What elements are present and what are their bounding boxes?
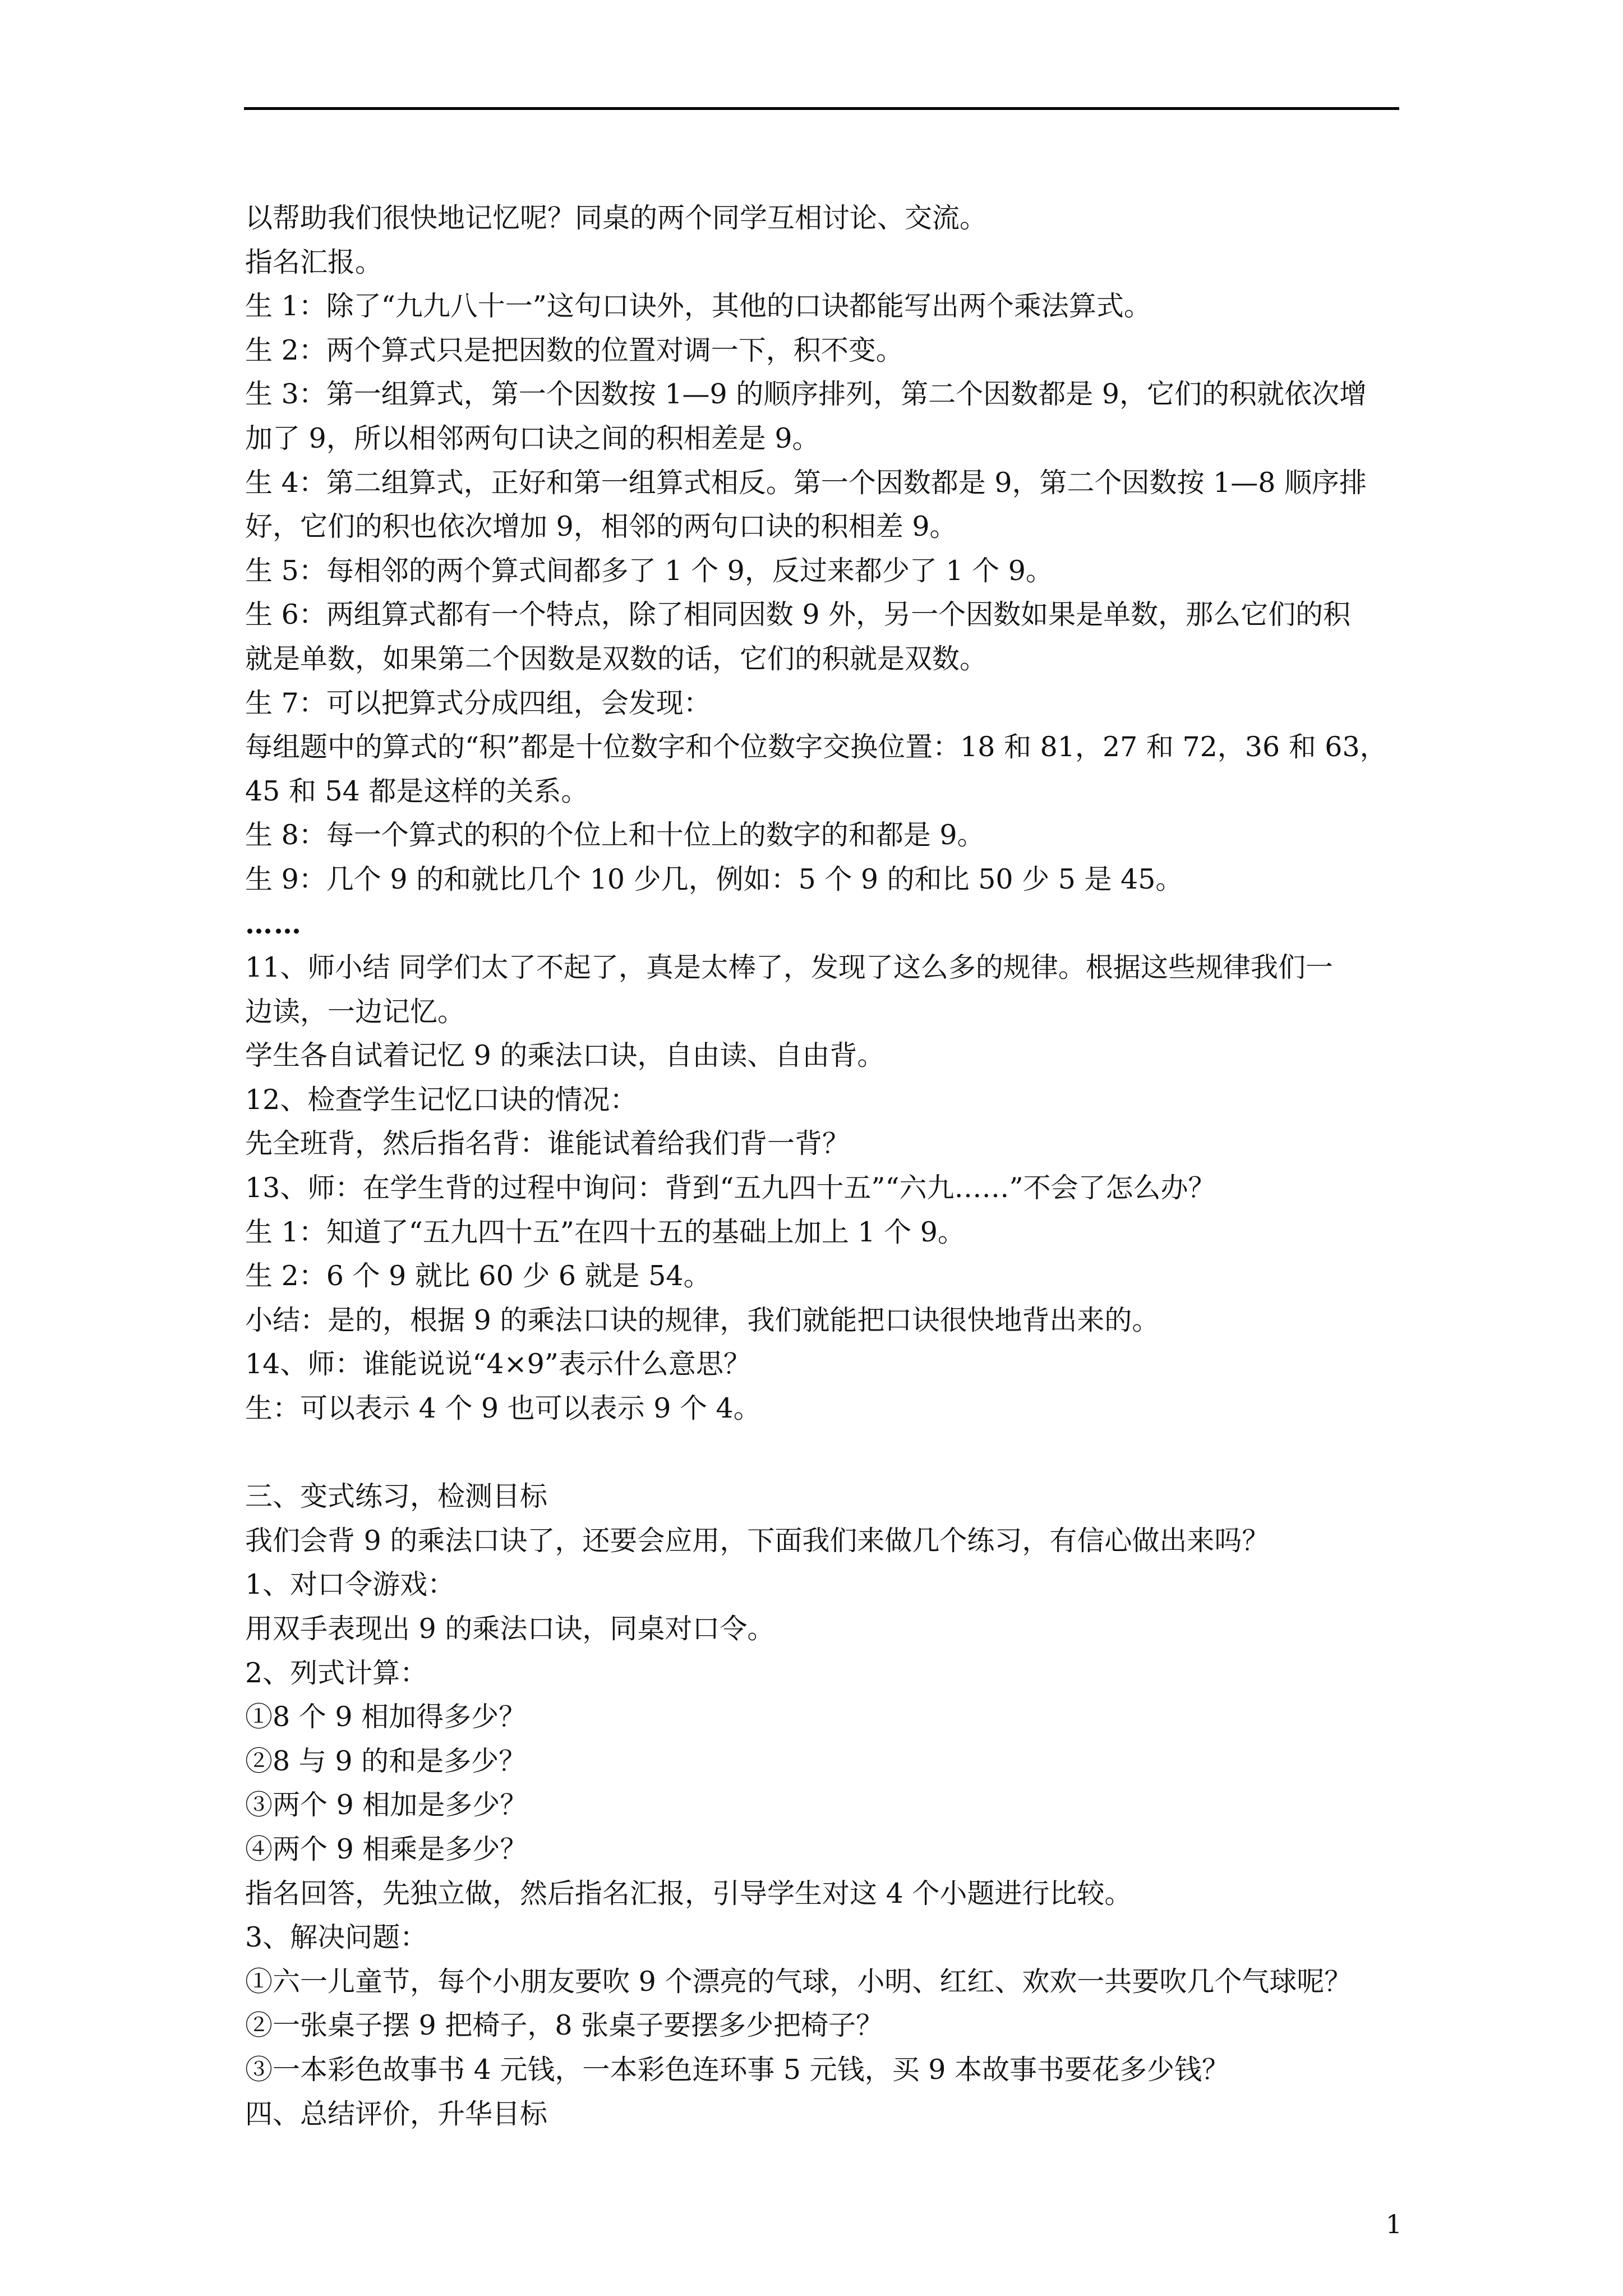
text-line: ②一张桌子摆 9 把椅子，8 张桌子要摆多少把椅子？ bbox=[245, 2009, 884, 2042]
text-line: 生 3：第一组算式，第一个因数按 1—9 的顺序排列，第二个因数都是 9，它们的积就依次增 bbox=[245, 378, 1367, 411]
text-line: 就是单数，如果第二个因数是双数的话，它们的积就是双数。 bbox=[245, 642, 988, 675]
text-line: 每组题中的算式的“积”都是十位数字和个位数字交换位置：18 和 81，27 和 72，36 和 63， bbox=[245, 731, 1387, 763]
text-line: ①六一儿童节，每个小朋友要吹 9 个漂亮的气球，小明、红红、欢欢一共要吹几个气球呢？ bbox=[245, 1965, 1352, 1998]
text-line: 3、解决问题： bbox=[245, 1921, 428, 1954]
text-line: 先全班背，然后指名背：谁能试着给我们背一背？ bbox=[245, 1128, 850, 1160]
text-line: 生 8：每一个算式的积的个位上和十位上的数字的和都是 9。 bbox=[245, 819, 985, 852]
text-line: 生 5：每相邻的两个算式间都多了 1 个 9，反过来都少了 1 个 9。 bbox=[245, 554, 1053, 587]
text-line: 用双手表现出 9 的乘法口诀，同桌对口令。 bbox=[245, 1613, 775, 1645]
text-line: 指名汇报。 bbox=[245, 246, 383, 278]
text-line: ②8 与 9 的和是多少？ bbox=[245, 1745, 527, 1777]
blank-line bbox=[245, 1431, 1400, 1475]
page-number: 1 bbox=[1385, 2209, 1402, 2239]
text-line: 生 1：知道了“五九四十五”在四十五的基础上加上 1 个 9。 bbox=[245, 1216, 965, 1248]
text-line: 指名回答，先独立做，然后指名汇报，引导学生对这 4 个小题进行比较。 bbox=[245, 1877, 1132, 1910]
header-rule bbox=[244, 107, 1399, 110]
text-line: 生：可以表示 4 个 9 也可以表示 9 个 4。 bbox=[245, 1392, 761, 1425]
section-heading: 三、变式练习，检测目标 bbox=[245, 1480, 548, 1513]
text-line: 生 4：第二组算式，正好和第一组算式相反。第一个因数都是 9，第二个因数按 1—8 顺序排 bbox=[245, 466, 1367, 499]
text-line: 以帮助我们很快地记忆呢？同桌的两个同学互相讨论、交流。 bbox=[245, 202, 988, 234]
text-line: 边读，一边记忆。 bbox=[245, 995, 465, 1028]
text-line: ③两个 9 相加是多少？ bbox=[245, 1789, 528, 1821]
text-line: ④两个 9 相乘是多少？ bbox=[245, 1833, 528, 1865]
text-line: 好，它们的积也依次增加 9，相邻的两句口诀的积相差 9。 bbox=[245, 510, 957, 543]
text-line: 生 2：两个算式只是把因数的位置对调一下，积不变。 bbox=[245, 334, 903, 366]
document-body bbox=[245, 196, 1400, 2136]
section-heading: 四、总结评价，升华目标 bbox=[245, 2097, 548, 2130]
text-line: 生 2：6 个 9 就比 60 少 6 就是 54。 bbox=[245, 1260, 711, 1292]
text-line: 13、师：在学生背的过程中询问：背到“五九四十五”“六九……”不会了怎么办？ bbox=[245, 1172, 1216, 1204]
text-line: 生 7：可以把算式分成四组，会发现： bbox=[245, 687, 711, 719]
text-line: 我们会背 9 的乘法口诀了，还要会应用，下面我们来做几个练习，有信心做出来吗？ bbox=[245, 1524, 1270, 1557]
text-line: 1、对口令游戏： bbox=[245, 1568, 455, 1601]
text-line: 生 6：两组算式都有一个特点，除了相同因数 9 外，另一个因数如果是单数，那么它们的积 bbox=[245, 599, 1351, 631]
text-line: ③一本彩色故事书 4 元钱，一本彩色连环事 5 元钱，买 9 本故事书要花多少钱？ bbox=[245, 2053, 1229, 2086]
text-line: 生 1：除了“九九八十一”这句口诀外，其他的口诀都能写出两个乘法算式。 bbox=[245, 290, 1151, 323]
text-line: 2、列式计算： bbox=[245, 1657, 428, 1689]
text-line: 14、师：谁能说说“4×9”表示什么意思？ bbox=[245, 1348, 751, 1381]
text-line: 加了 9，所以相邻两句口诀之间的积相差是 9。 bbox=[245, 422, 820, 454]
text-line: ①8 个 9 相加得多少？ bbox=[245, 1701, 527, 1733]
text-line: 45 和 54 都是这样的关系。 bbox=[245, 775, 589, 807]
text-line: 学生各自试着记忆 9 的乘法口诀，自由读、自由背。 bbox=[245, 1039, 885, 1072]
text-line: 生 9：几个 9 的和就比几个 10 少几，例如：5 个 9 的和比 50 少 5 是 45。 bbox=[245, 863, 1183, 895]
text-line: 11、师小结 同学们太了不起了，真是太棒了，发现了这么多的规律。根据这些规律我们一 bbox=[245, 951, 1333, 984]
ellipsis-line: …… bbox=[245, 907, 302, 940]
text-line: 12、检查学生记忆口诀的情况： bbox=[245, 1083, 638, 1116]
text-line: 小结：是的，根据 9 的乘法口诀的规律，我们就能把口诀很快地背出来的。 bbox=[245, 1304, 1160, 1336]
